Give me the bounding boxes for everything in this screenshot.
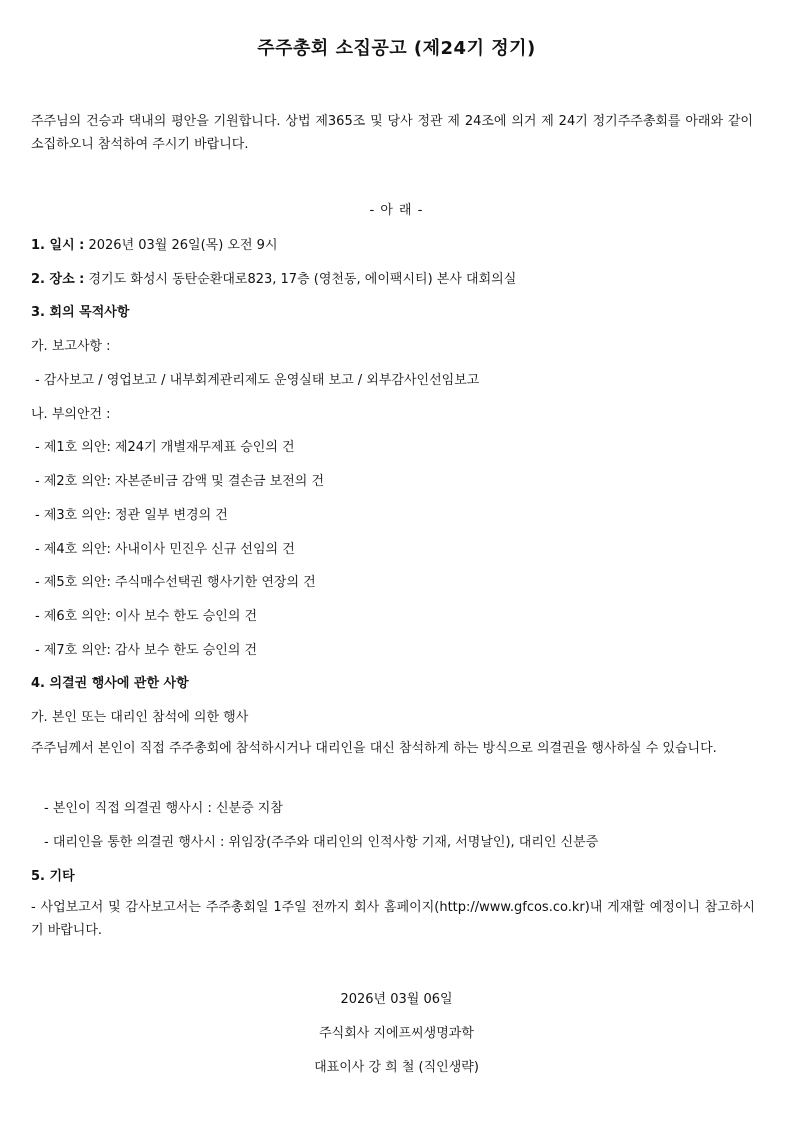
agenda-heading: 3. 회의 목적사항 <box>31 305 130 320</box>
company-name: 주식회사 지에프씨생명과학 <box>319 1026 474 1041</box>
datetime-line <box>31 234 757 253</box>
place-label: 2. 장소 : <box>31 272 85 287</box>
datetime-label: 1. 일시 : <box>31 238 85 253</box>
voting-proxy-item: - 대리인을 통한 의결권 행사시 : 위임장(주주와 대리인의 인적사항 기재, 서명날인), 대리인 신분증 <box>44 835 599 850</box>
report-heading: 가. 보고사항 : <box>31 339 111 354</box>
datetime-value: 2026년 03월 26일(목) 오전 9시 <box>84 238 278 253</box>
report-items: - 감사보고 / 영업보고 / 내부회계관리제도 운영실태 보고 / 외부감사인선임보고 <box>35 373 480 388</box>
intro-paragraph: 주주님의 건승과 댁내의 평안을 기원합니다. 상법 제365조 및 당사 정관 제 24조에 의거 제 24기 정기주주총회를 아래와 같이 소집하오니 참석하여 주시기 바랍니다. <box>31 114 753 152</box>
resolution-heading: 나. 부의안건 : <box>31 407 111 422</box>
resolution-item-6: - 제6호 의안: 이사 보수 한도 승인의 건 <box>35 609 258 624</box>
etc-heading: 5. 기타 <box>31 869 75 884</box>
voting-self-item: - 본인이 직접 의결권 행사시 : 신분증 지참 <box>44 801 283 816</box>
resolution-item-4: - 제4호 의안: 사내이사 민진우 신규 선임의 건 <box>35 542 295 557</box>
page-title: 주주총회 소집공고 (제24기 정기) <box>257 38 536 59</box>
resolution-item-1: - 제1호 의안: 제24기 개별재무제표 승인의 건 <box>35 440 295 455</box>
ahrae-divider: - 아 래 - <box>369 203 424 218</box>
ceo-signature-line: 대표이사 강 희 철 (직인생략) <box>314 1060 479 1075</box>
place-value: 경기도 화성시 동탄순환대로823, 17층 (영천동, 에이팩시티) 본사 대회의실 <box>84 272 517 287</box>
resolution-item-2: - 제2호 의안: 자본준비금 감액 및 결손금 보전의 건 <box>35 474 325 489</box>
etc-paragraph: - 사업보고서 및 감사보고서는 주주총회일 1주일 전까지 회사 홈페이지(http://www.gfcos.co.kr)내 게재할 예정이니 참고하시기 바랍니다. <box>31 900 755 938</box>
resolution-item-5: - 제5호 의안: 주식매수선택권 행사기한 연장의 건 <box>35 575 316 590</box>
notice-date: 2026년 03월 06일 <box>340 992 453 1007</box>
voting-subheading: 가. 본인 또는 대리인 참석에 의한 행사 <box>31 710 249 725</box>
resolution-item-3: - 제3호 의안: 정관 일부 변경의 건 <box>35 508 228 523</box>
voting-heading: 4. 의결권 행사에 관한 사항 <box>31 676 189 691</box>
place-line <box>31 268 757 287</box>
resolution-item-7: - 제7호 의안: 감사 보수 한도 승인의 건 <box>35 643 258 658</box>
voting-paragraph: 주주님께서 본인이 직접 주주총회에 참석하시거나 대리인을 대신 참석하게 하는 방식으로 의결권을 행사하실 수 있습니다. <box>31 741 717 756</box>
